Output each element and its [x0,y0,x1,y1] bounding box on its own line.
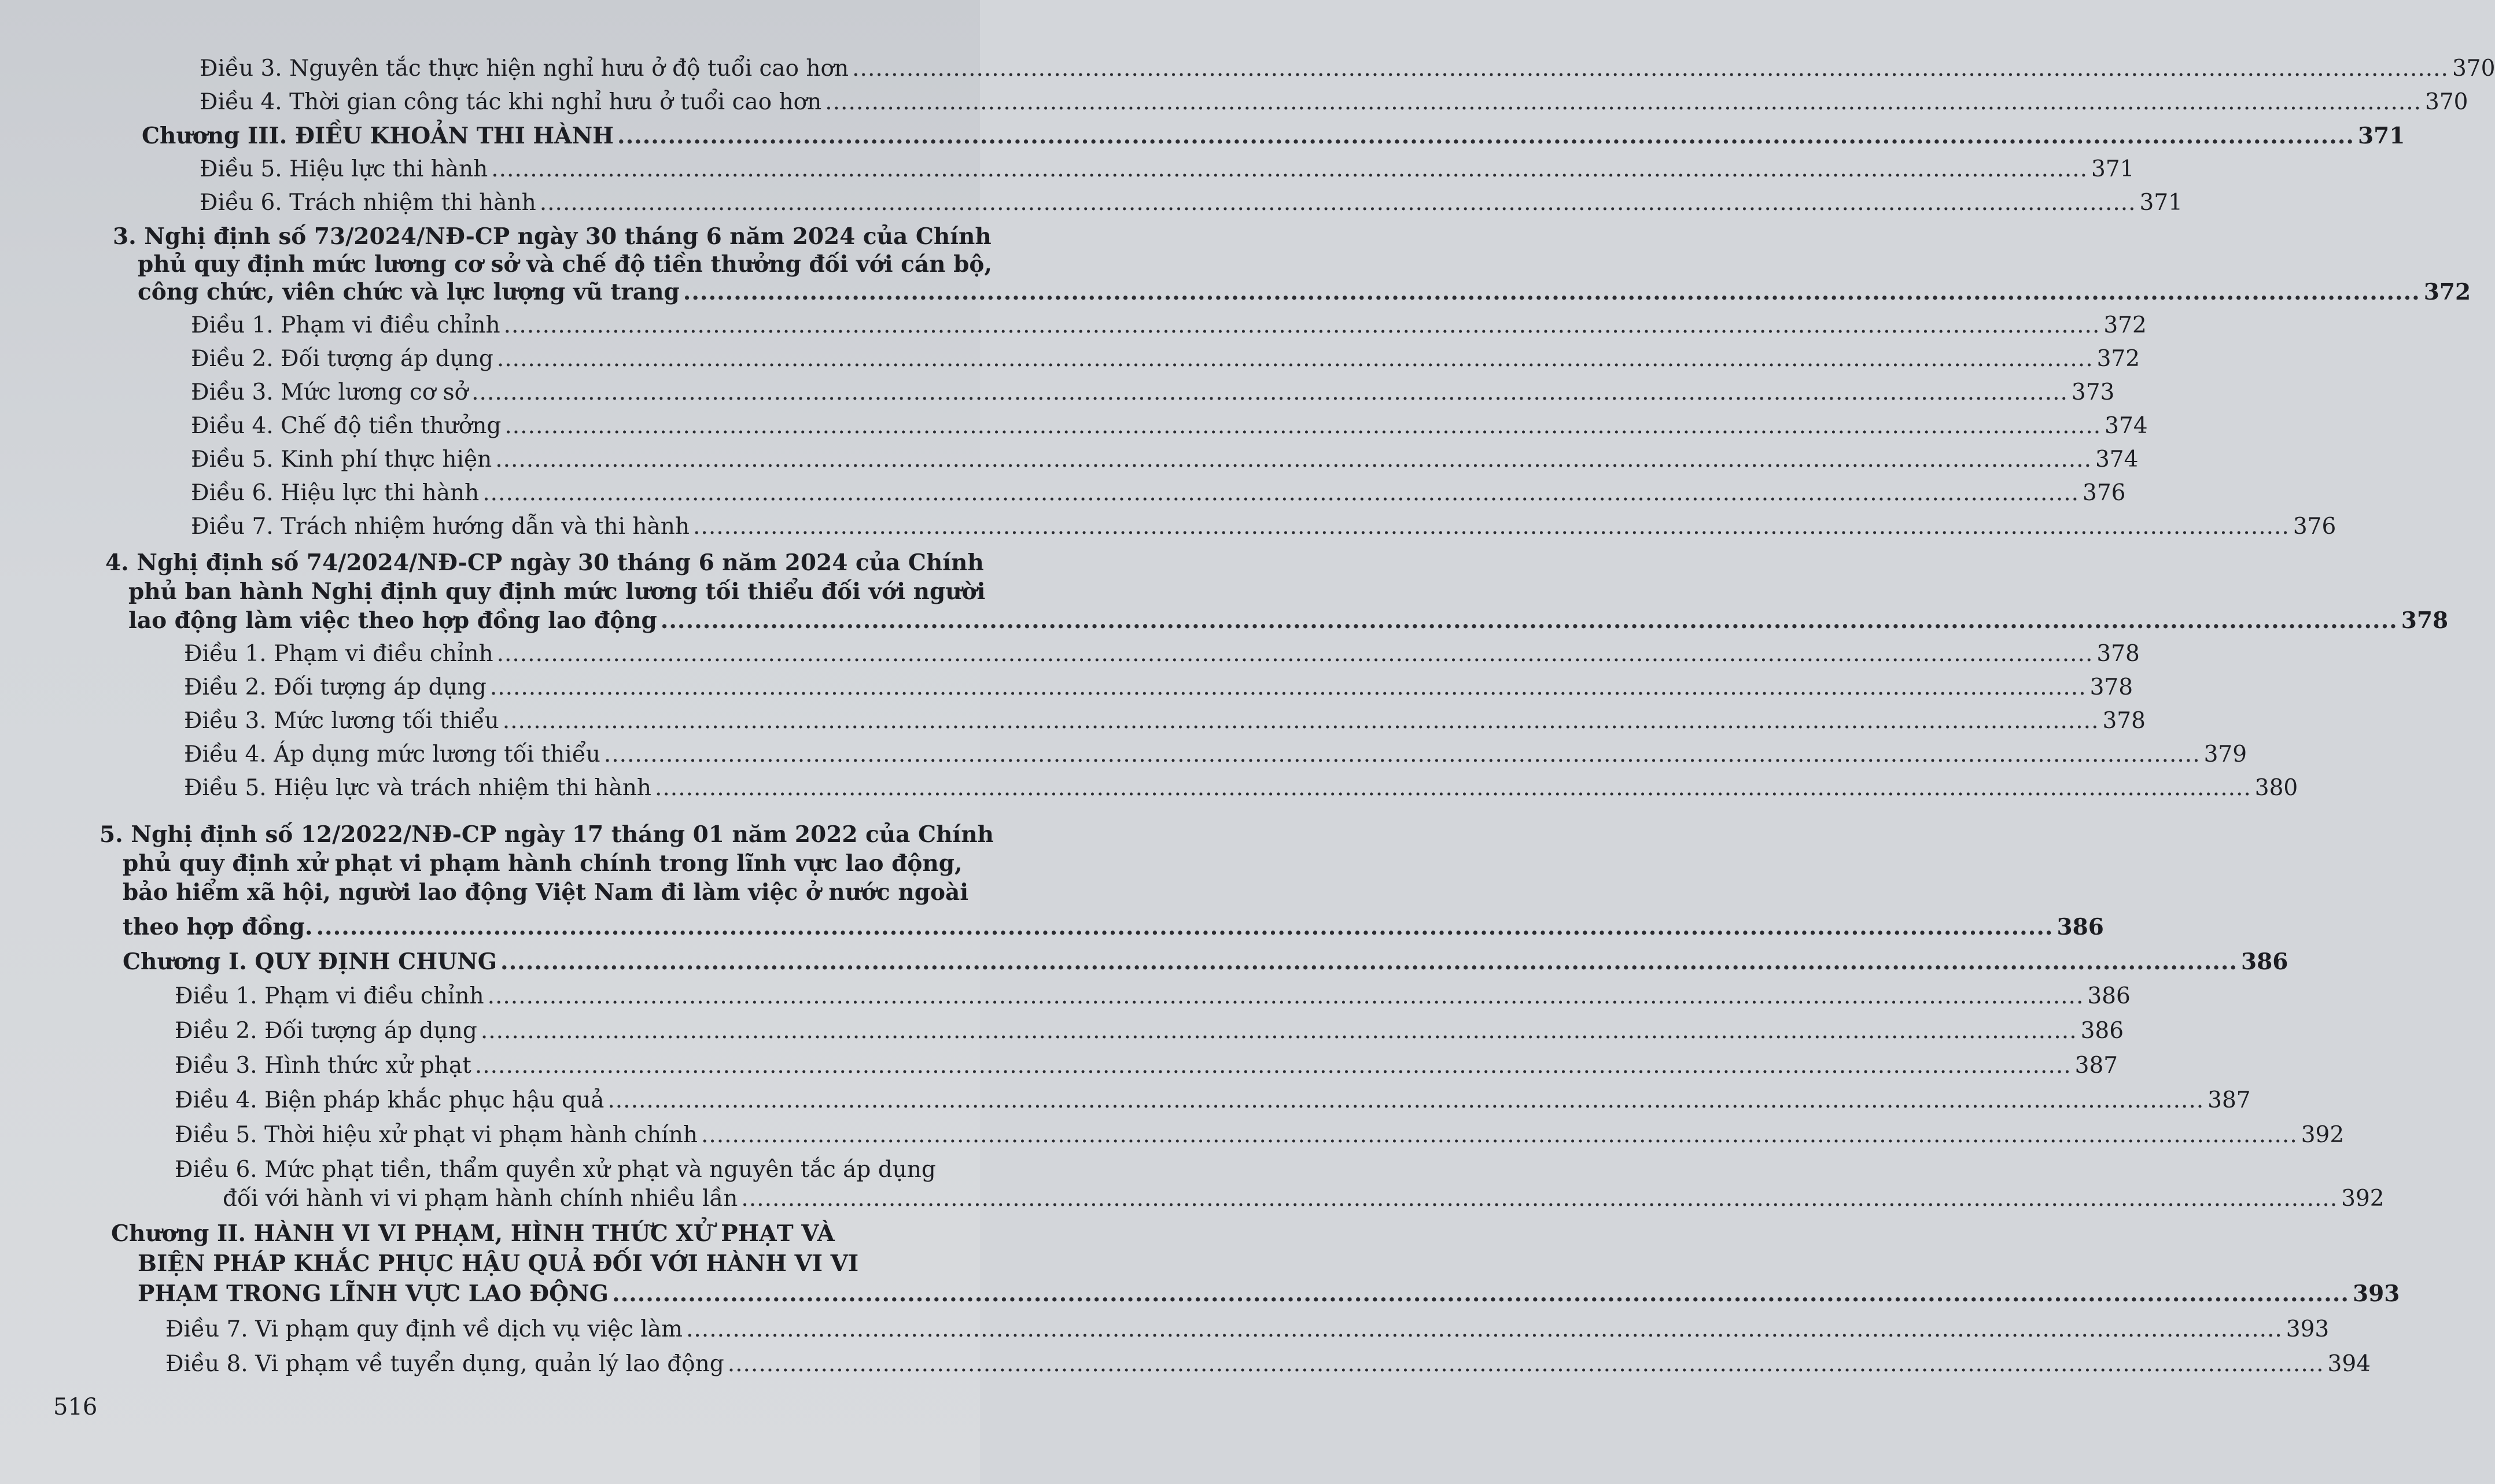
toc-entry-page: 392 [2341,1186,2385,1212]
dot-leader: .............................................................................................................................................................................................................. [495,446,2092,472]
toc-entry-page: 378 [2096,641,2140,667]
toc-entry [184,674,2133,701]
toc-entry [184,775,2298,802]
toc-entry [165,1351,2371,1378]
toc-entry-page: 386 [2087,983,2131,1009]
dot-leader: .............................................................................................................................................................................................................. [496,641,2094,667]
toc-entry-label: Điều 1. Phạm vi điều chỉnh [175,983,484,1009]
dot-leader: .............................................................................................................................................................................................................. [617,123,2354,149]
toc-entry-label: Điều 3. Hình thức xử phạt [175,1053,471,1079]
page-number: 516 [53,1394,98,1420]
dot-leader: .............................................................................................................................................................................................................. [496,346,2094,372]
toc-entry-page: 373 [2071,379,2115,405]
dot-leader: .............................................................................................................................................................................................................. [686,1316,2283,1342]
toc-entry-first-line: Điều 6. Mức phạt tiền, thẩm quyền xử phạt và nguyên tắc áp dụng [175,1157,936,1183]
toc-entry-page: 393 [2286,1316,2330,1342]
toc-entry [175,1122,2345,1149]
decree-heading-line: bảo hiểm xã hội, người lao động Việt Nam đi làm việc ở nước ngoài [123,879,969,906]
dot-leader: .............................................................................................................................................................................................................. [504,413,2102,439]
toc-entry [223,1186,2385,1212]
toc-entry-label: Điều 3. Mức lương tối thiểu [184,708,499,734]
decree-heading-last-line [138,279,2471,305]
toc-chapter-heading [142,123,2405,149]
toc-entry [191,413,2148,440]
toc-entry [184,708,2146,734]
toc-entry-label: Điều 5. Hiệu lực thi hành [200,156,488,182]
dot-leader: .............................................................................................................................................................................................................. [727,1351,2324,1377]
toc-entry-label: Điều 5. Kinh phí thực hiện [191,446,492,472]
dot-leader: .............................................................................................................................................................................................................. [500,948,2238,975]
dot-leader: .............................................................................................................................................................................................................. [489,674,2087,700]
toc-entry-page: 371 [2358,123,2405,149]
toc-entry [191,346,2140,372]
toc-entry [191,312,2147,339]
toc-entry-label: Điều 2. Đối tượng áp dụng [175,1018,477,1044]
dot-leader: .............................................................................................................................................................................................................. [491,156,2088,182]
toc-entry-label: Điều 4. Thời gian công tác khi nghỉ hưu ở tuổi cao hơn [200,89,822,115]
dot-leader: .............................................................................................................................................................................................................. [660,607,2398,634]
decree-heading-line: 5. Nghị định số 12/2022/NĐ-CP ngày 17 tháng 01 năm 2022 của Chính [99,821,994,848]
toc-entry [200,89,2468,116]
decree-heading-line: phủ ban hành Nghị định quy định mức lương tối thiểu đối với người [128,578,986,605]
toc-entry-page: 370 [2425,89,2468,115]
decree-heading-line: phủ quy định mức lương cơ sở và chế độ tiền thưởng đối với cán bộ, [138,251,992,278]
dot-leader: .............................................................................................................................................................................................................. [487,983,2084,1009]
toc-entry [165,1316,2330,1343]
toc-entry [191,379,2115,406]
toc-entry-label: theo hợp đồng. [123,914,313,940]
toc-entry [191,514,2336,540]
toc-entry [200,56,2495,82]
toc-entry-label: Điều 7. Trách nhiệm hướng dẫn và thi hành [191,514,690,540]
toc-entry-page: 386 [2241,948,2288,975]
dot-leader: .............................................................................................................................................................................................................. [316,914,2054,940]
toc-entry-page: 387 [2207,1087,2251,1113]
toc-entry-page: 378 [2089,674,2133,700]
dot-leader: .............................................................................................................................................................................................................. [480,1018,2077,1044]
decree-heading-last-line [123,914,2104,940]
toc-entry-label: PHẠM TRONG LĨNH VỰC LAO ĐỘNG [138,1280,609,1307]
toc-entry-page: 376 [2293,514,2336,540]
toc-entry [175,983,2131,1010]
toc-entry-page: 371 [2139,190,2183,216]
decree-heading-line: phủ quy định xử phạt vi phạm hành chính trong lĩnh vực lao động, [123,850,963,877]
dot-leader: .............................................................................................................................................................................................................. [852,56,2449,82]
dot-leader: .............................................................................................................................................................................................................. [502,708,2099,734]
chapter-heading-line: Chương II. HÀNH VI VI PHẠM, HÌNH THỨC XỬ PHẠT VÀ [111,1220,835,1247]
toc-entry-page: 374 [2095,446,2139,472]
toc-entry-label: Điều 4. Biện pháp khắc phục hậu quả [175,1087,605,1113]
toc-entry-page: 378 [2401,607,2449,634]
toc-entry [175,1018,2124,1044]
toc-entry-label: Chương III. ĐIỀU KHOẢN THI HÀNH [142,123,614,149]
toc-entry-label: Điều 5. Hiệu lực và trách nhiệm thi hành [184,775,652,801]
toc-entry-label: Điều 3. Nguyên tắc thực hiện nghỉ hưu ở độ tuổi cao hơn [200,56,849,82]
toc-entry-page: 372 [2103,312,2147,338]
dot-leader: .............................................................................................................................................................................................................. [693,514,2290,540]
dot-leader: .............................................................................................................................................................................................................. [607,1087,2205,1113]
toc-entry-page: 372 [2096,346,2140,372]
toc-entry-label: Điều 2. Đối tượng áp dụng [191,346,493,372]
toc-entry [184,741,2247,768]
dot-leader: .............................................................................................................................................................................................................. [482,480,2080,506]
dot-leader: .............................................................................................................................................................................................................. [655,775,2251,801]
toc-entry-page: 372 [2423,279,2471,305]
toc-entry-label: Chương I. QUY ĐỊNH CHUNG [123,948,497,975]
decree-heading-line: 4. Nghị định số 74/2024/NĐ-CP ngày 30 tháng 6 năm 2024 của Chính [105,549,984,576]
dot-leader: .............................................................................................................................................................................................................. [683,279,2420,305]
decree-heading-line: 3. Nghị định số 73/2024/NĐ-CP ngày 30 tháng 6 năm 2024 của Chính [113,223,992,250]
toc-entry-label: Điều 5. Thời hiệu xử phạt vi phạm hành chính [175,1122,698,1148]
toc-entry-page: 380 [2254,775,2298,801]
dot-leader: .............................................................................................................................................................................................................. [701,1122,2298,1148]
toc-entry-page: 379 [2203,741,2247,767]
toc-entry-page: 392 [2301,1122,2345,1148]
toc-entry-label: Điều 4. Áp dụng mức lương tối thiểu [184,741,600,767]
toc-entry-label: Điều 2. Đối tượng áp dụng [184,674,487,700]
toc-entry-page: 378 [2102,708,2146,734]
toc-entry-label: công chức, viên chức và lực lượng vũ trang [138,279,680,305]
toc-entry [175,1087,2251,1114]
toc-entry-label: Điều 4. Chế độ tiền thưởng [191,413,502,439]
dot-leader: .............................................................................................................................................................................................................. [825,89,2422,115]
toc-entry-label: Điều 7. Vi phạm quy định về dịch vụ việc làm [165,1316,683,1342]
toc-entry-label: Điều 3. Mức lương cơ sở [191,379,469,405]
dot-leader: .............................................................................................................................................................................................................. [471,379,2068,405]
toc-entry-label: Điều 1. Phạm vi điều chỉnh [184,641,493,667]
toc-entry-label: Điều 8. Vi phạm về tuyển dụng, quản lý lao động [165,1351,724,1377]
toc-entry [200,156,2135,183]
decree-heading-last-line [128,607,2449,634]
toc-entry-label: Điều 6. Hiệu lực thi hành [191,480,480,506]
toc-entry-label: đối với hành vi vi phạm hành chính nhiều lần [223,1186,738,1212]
chapter-heading-line: BIỆN PHÁP KHẮC PHỤC HẬU QUẢ ĐỐI VỚI HÀNH VI VI [138,1250,859,1277]
dot-leader: .............................................................................................................................................................................................................. [603,741,2201,767]
dot-leader: .............................................................................................................................................................................................................. [474,1053,2072,1079]
toc-entry-label: Điều 6. Trách nhiệm thi hành [200,190,536,216]
toc-entry [184,641,2140,667]
toc-entry [200,190,2183,216]
dot-leader: .............................................................................................................................................................................................................. [539,190,2136,216]
toc-entry-page: 370 [2452,56,2495,82]
dot-leader: .............................................................................................................................................................................................................. [503,312,2100,338]
toc-entry-page: 387 [2074,1053,2118,1079]
toc-entry-page: 386 [2057,914,2104,940]
toc-entry-page: 374 [2105,413,2148,439]
toc-entry-page: 376 [2083,480,2126,506]
toc-entry [175,1053,2118,1079]
toc-chapter-heading [123,948,2288,975]
toc-entry-label: lao động làm việc theo hợp đồng lao động [128,607,657,634]
dot-leader: .............................................................................................................................................................................................................. [741,1186,2338,1212]
toc-entry-label: Điều 1. Phạm vi điều chỉnh [191,312,500,338]
toc-entry-page: 386 [2080,1018,2124,1044]
dot-leader: .............................................................................................................................................................................................................. [612,1280,2349,1307]
toc-entry-page: 371 [2091,156,2135,182]
toc-entry [191,480,2126,507]
toc-entry [191,446,2139,473]
toc-entry-page: 394 [2327,1351,2371,1377]
toc-entry-page: 393 [2353,1280,2400,1307]
toc-chapter-heading [138,1280,2400,1307]
